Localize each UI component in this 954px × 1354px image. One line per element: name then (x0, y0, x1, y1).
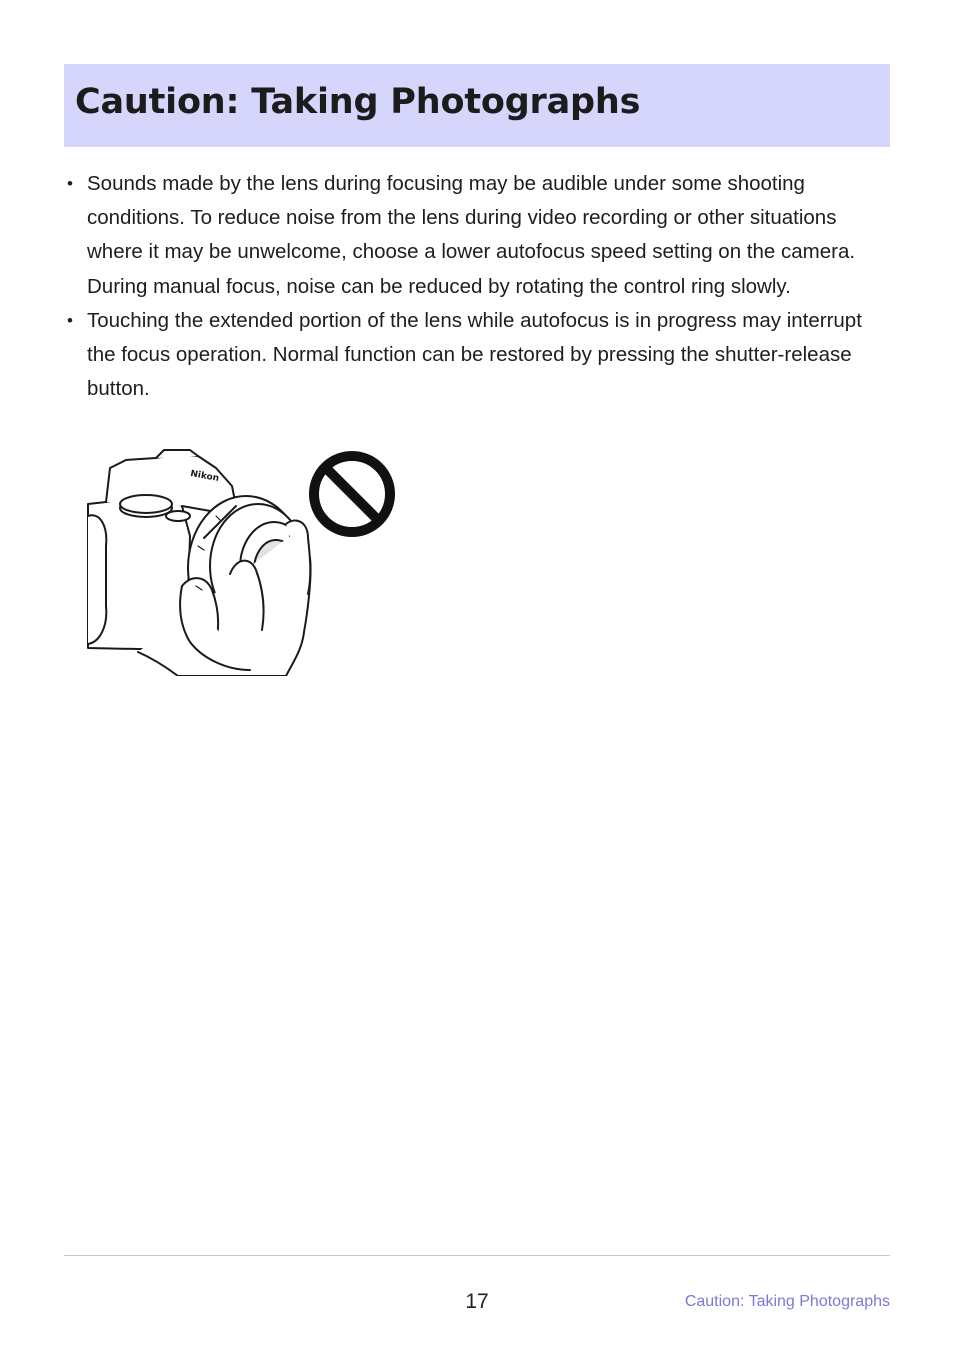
camera-lens-illustration (86, 446, 402, 676)
footer-divider (64, 1255, 890, 1256)
brand-label: Nikon (189, 469, 220, 484)
bullet-text: Sounds made by the lens during focusing may be audible under some shooting conditions. To reduce noise from the lens during video recording or other situations where it may be unwelcome, choose a lower autofocus speed setting on the camera. During manual focus, noise can be reduced by rotating the control ring slowly. (87, 172, 856, 298)
title-band (64, 64, 890, 147)
list-item (64, 167, 890, 304)
camera-grip (88, 515, 106, 644)
bullet-marker: • (67, 174, 73, 193)
footer-section-link[interactable]: Caution: Taking Photographs (684, 1293, 890, 1310)
page-title: Caution: Taking Photographs (75, 82, 641, 122)
bullet-list (64, 167, 890, 406)
prohibited-icon (314, 456, 390, 532)
bullet-marker: • (67, 310, 73, 330)
page-number: 17 (465, 1290, 489, 1313)
list-item (64, 304, 890, 407)
bullet-text: Touching the extended portion of the lens while autofocus is in progress may interrupt the focus operation. Normal function can be restored by pressing the shutter-release button. (87, 308, 862, 401)
camera-hand-drawing (86, 446, 402, 676)
